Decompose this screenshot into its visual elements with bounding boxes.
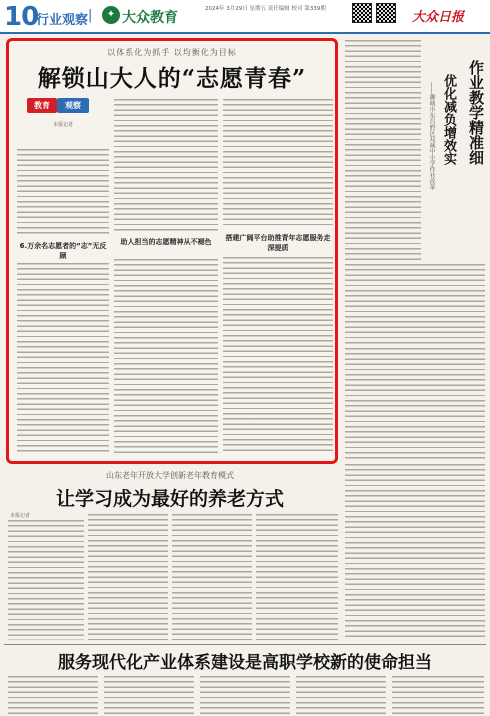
article-text-column [296,676,386,716]
middle-subtitle: 山东老年开放大学创新老年教育模式 [106,471,234,480]
article-text-column [256,514,338,640]
qr-code-icon [352,3,372,23]
article-text-column [17,263,109,453]
column-logo-red: 教育 [27,98,57,113]
article-text-column [345,348,485,460]
article-text-column [114,259,218,453]
paper-title: 大众日报 [412,10,465,25]
featured-subtitle: 以体系化为抓手 以均衡化为目标 [107,48,237,57]
right-feature-title: 作业教学精准细 [467,60,485,165]
article-text-column [345,264,485,344]
header-separator: | [88,8,93,23]
column-logo-blue: 观察 [57,98,89,113]
article-text-column [8,520,84,640]
featured-article [6,38,338,464]
featured-byline: 本报记者 [53,122,74,128]
featured-title: 解锁山大人的“志愿青春” [37,65,307,92]
featured-subhead-1: 6.万余名志愿者的“志”无反顾 [19,242,107,260]
middle-byline: 本报记者 [10,513,31,519]
masthead [0,0,490,34]
qr-code-icon [376,3,396,23]
article-text-column [8,676,98,716]
article-text-column [200,676,290,716]
bottom-title: 服务现代化产业体系建设是高职学校新的使命担当 [58,653,432,673]
section-name: 行业观察 [36,13,89,28]
qr-codes [352,3,400,29]
article-text-column [223,99,333,229]
section-divider [4,644,486,645]
article-text-column [345,40,421,260]
article-text-column [223,257,333,453]
page-number: 10 [4,2,39,32]
featured-subhead-2: 助人担当的志愿精神从不褪色 [120,238,212,246]
right-feature-subtitle: ——聊城市东昌府区双减中小学作业改革 [428,82,435,190]
article-text-column [172,514,252,640]
article-text-column [17,149,109,237]
column-logo [27,98,89,113]
edu-logo-icon: ✦ [102,6,120,24]
date-line: 2024年 3月29日 星期五 责任编辑 校对 第339期 [205,6,326,12]
featured-subhead-3: 搭建广阔平台助推青年志愿服务走深提质 [225,234,331,252]
article-text-column [114,99,218,231]
right-feature-title-2: 优化减负增效实 [441,74,456,165]
article-text-column [88,514,168,640]
edu-title: 大众教育 [122,10,178,26]
middle-title: 让学习成为最好的养老方式 [55,488,284,510]
article-text-column [345,464,485,640]
article-text-column [104,676,194,716]
article-text-column [392,676,484,716]
